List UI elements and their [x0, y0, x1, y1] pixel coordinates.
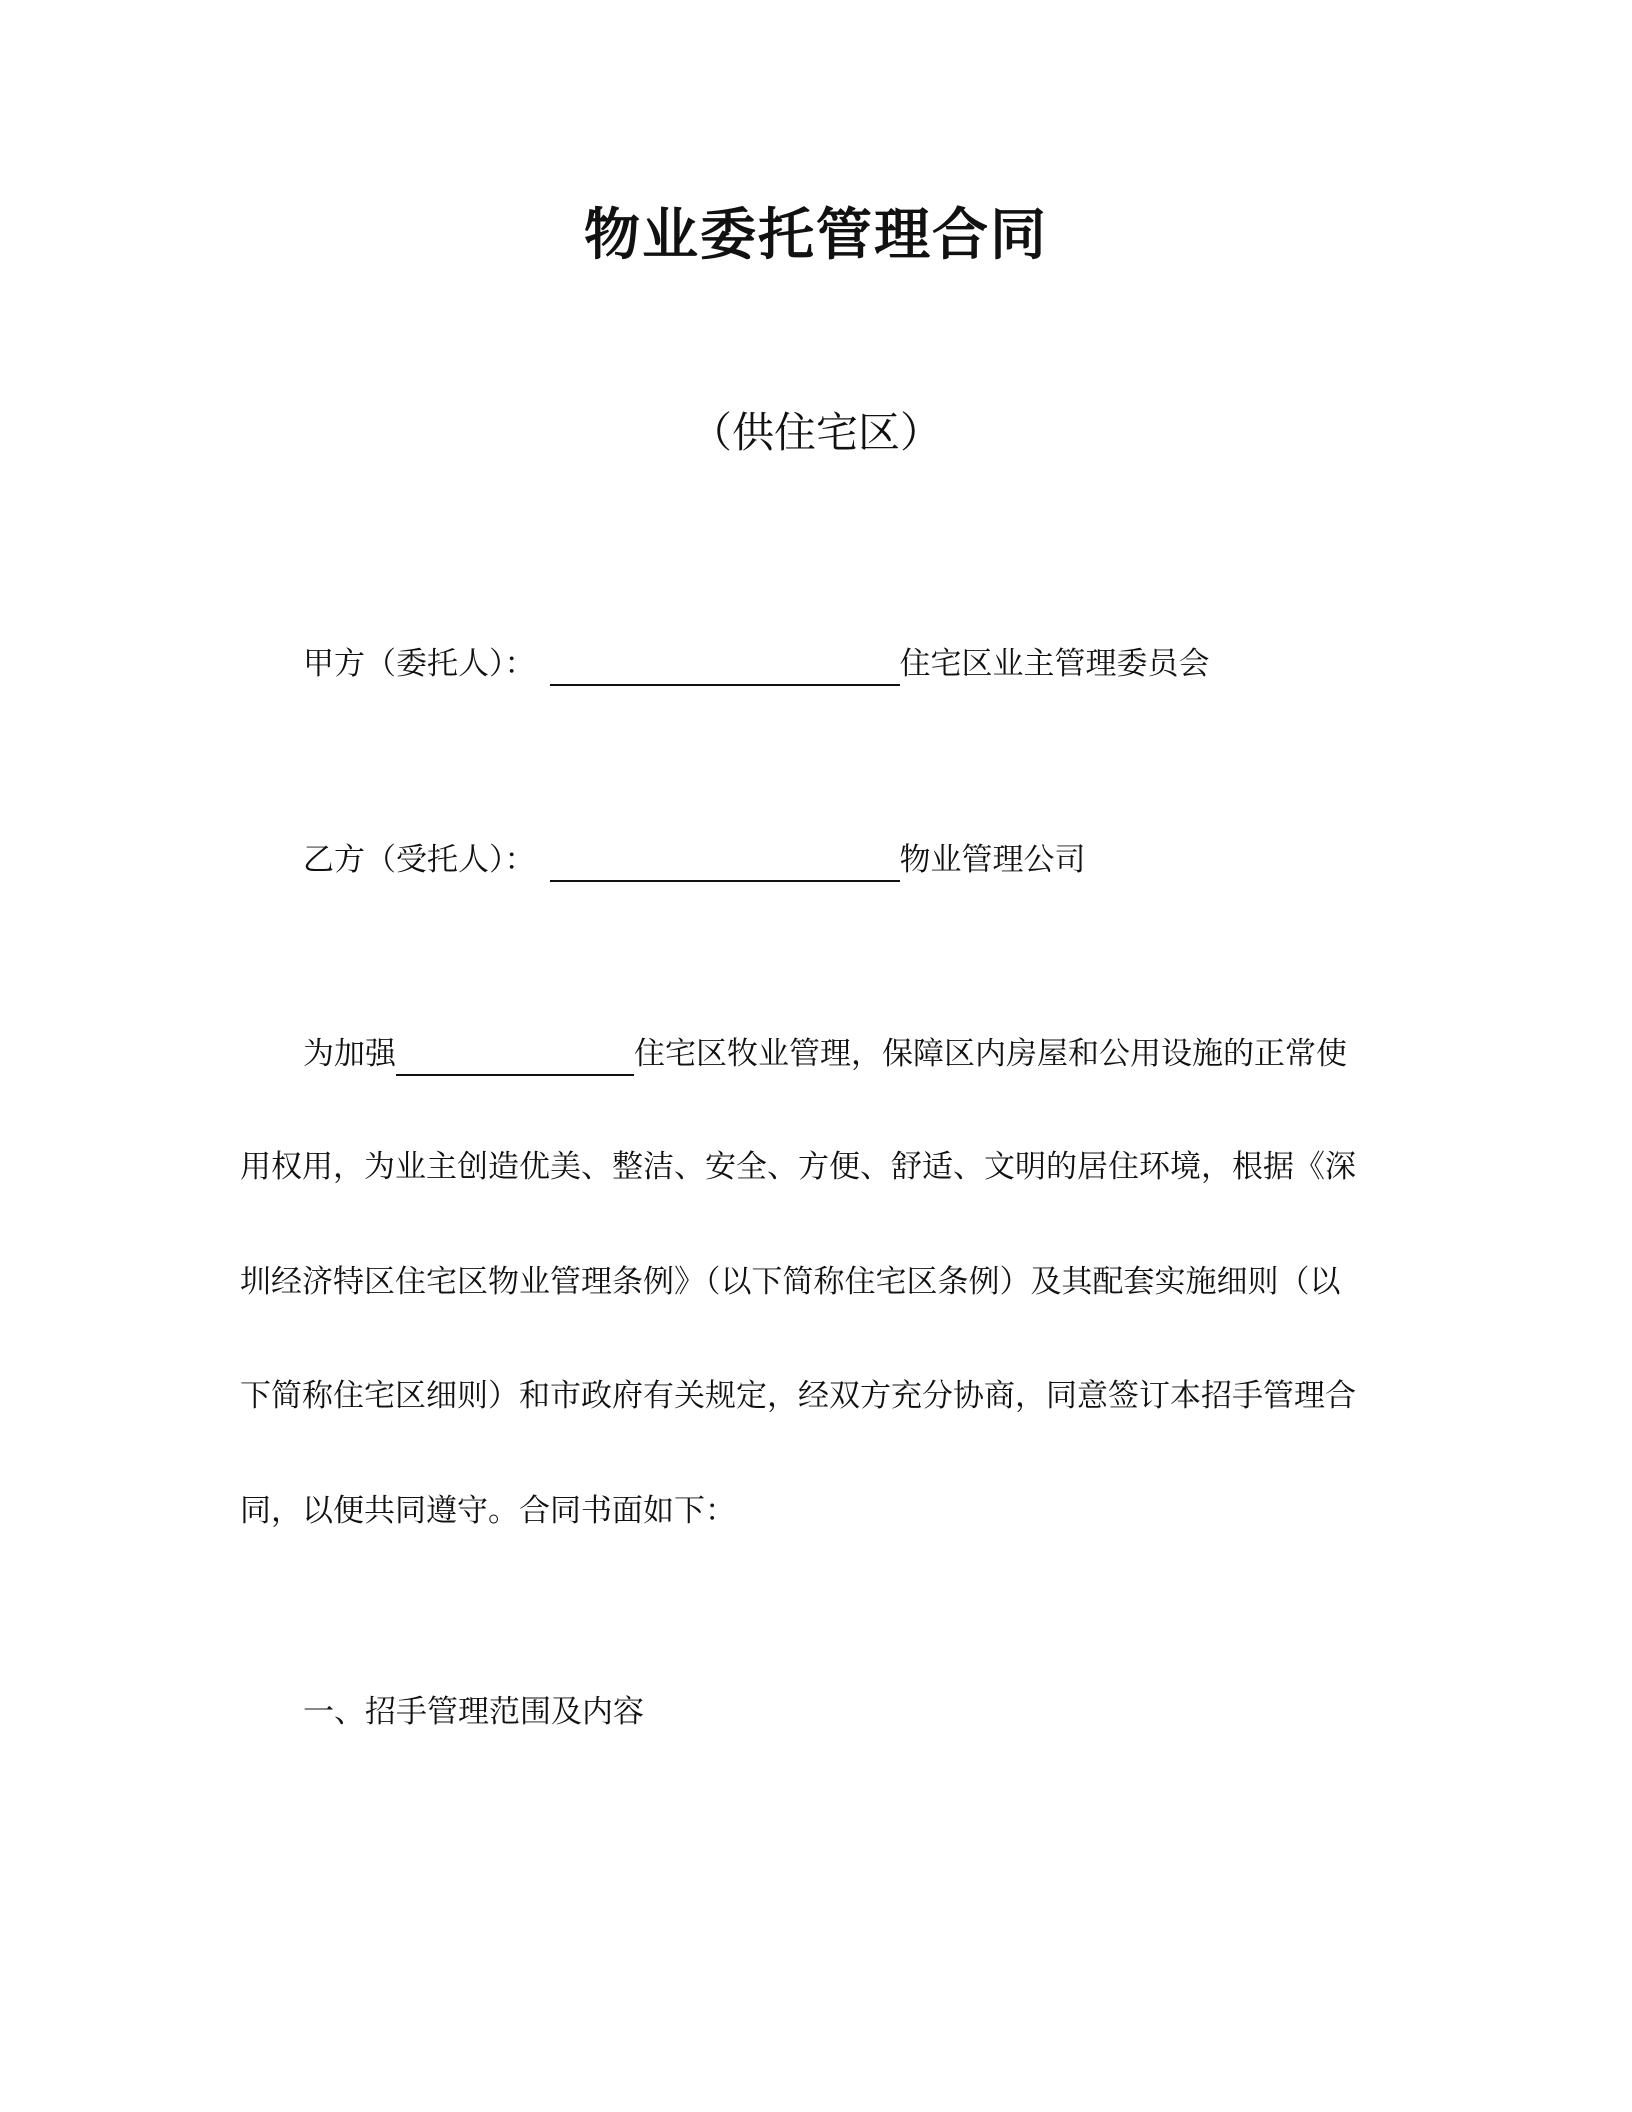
- party-b-label: 乙方（受托人）：: [303, 842, 536, 878]
- document-subtitle: （供住宅区）: [689, 408, 942, 457]
- intro-line-1: [303, 1030, 1347, 1074]
- intro-line-3: 圳经济特区住宅区物业管理条例》（以下简称住宅区条例）及其配套实施细则（以: [240, 1264, 1341, 1300]
- intro-line-1-suffix: 住宅区牧业管理，保障区内房屋和公用设施的正常使: [634, 1036, 1347, 1072]
- intro-line-5: 同，以便共同遵守。合同书面如下：: [240, 1493, 736, 1529]
- party-b-blank: [550, 836, 900, 882]
- section-1-heading: 一、招手管理范围及内容: [303, 1694, 644, 1730]
- party-b-line: [303, 836, 1086, 882]
- party-a-line: [303, 640, 1210, 686]
- party-a-label: 甲方（委托人）：: [303, 646, 536, 682]
- intro-line-2: 用权用，为业主创造优美、整洁、安全、方便、舒适、文明的居住环境，根据《深: [240, 1149, 1356, 1185]
- party-a-blank: [550, 640, 900, 686]
- intro-line-4: 下简称住宅区细则）和市政府有关规定，经双方充分协商，同意签订本招手管理合: [240, 1378, 1356, 1414]
- intro-line-1-prefix: 为加强: [303, 1036, 396, 1072]
- party-b-suffix: 物业管理公司: [899, 842, 1086, 878]
- party-a-suffix: 住宅区业主管理委员会: [899, 646, 1210, 682]
- document-title: 物业委托管理合同: [584, 203, 1048, 268]
- intro-blank: [396, 1030, 634, 1076]
